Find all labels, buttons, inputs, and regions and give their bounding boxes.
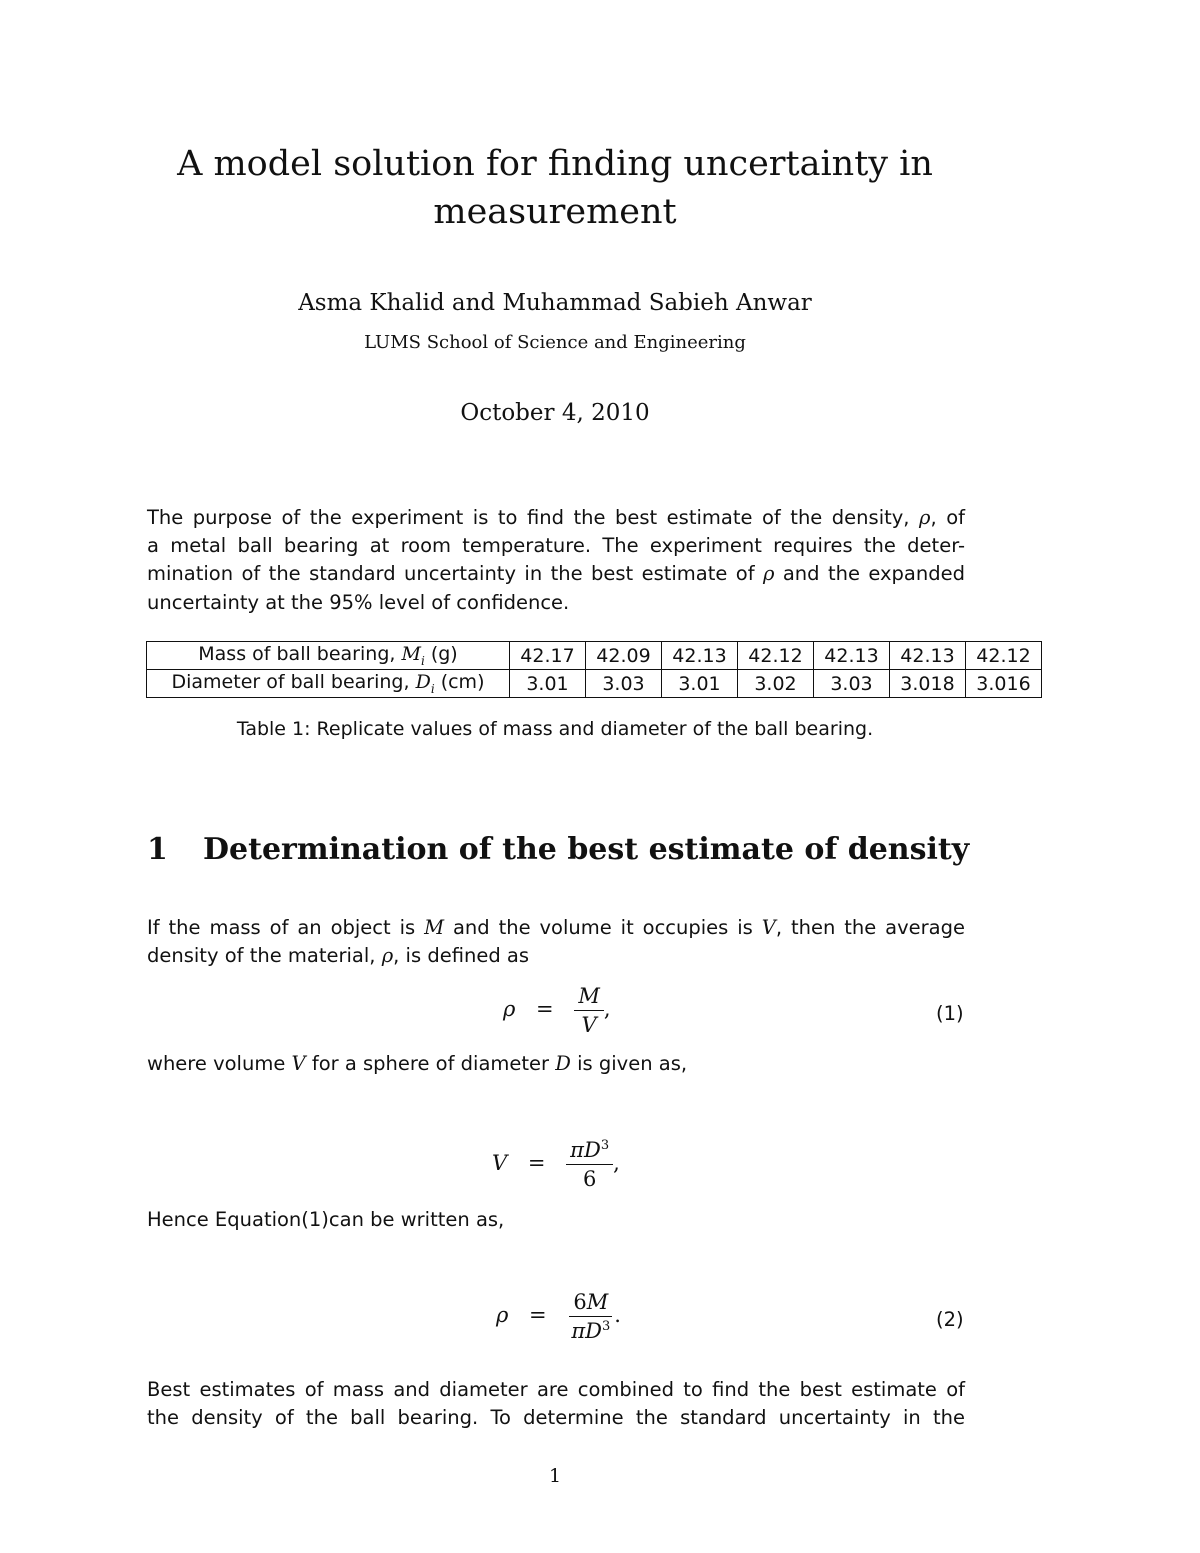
best-estimate-line-1: Best estimates of mass and diameter are combined to find the best estimate of — [147, 1378, 965, 1401]
table-cell: 42.13 — [814, 642, 890, 670]
table-cell: 42.09 — [586, 642, 662, 670]
section-heading — [147, 832, 969, 867]
table-cell: 3.01 — [662, 670, 738, 698]
table-cell: 42.17 — [510, 642, 586, 670]
fraction: $\frac{6M}{\pi D^3}$ — [571, 1290, 611, 1343]
intro-line-3: mination of the standard uncertainty in the best estimate of ρ and the expanded — [147, 562, 965, 586]
table-cell: 3.018 — [890, 670, 966, 698]
volume-line: where volume V for a sphere of diameter D is given as, — [147, 1052, 688, 1075]
equation-number-2: (2) — [936, 1308, 964, 1331]
table-cell: 3.03 — [586, 670, 662, 698]
table-row-mass — [147, 642, 1042, 670]
table-cell: 3.01 — [510, 670, 586, 698]
page-number: 1 — [548, 1465, 562, 1487]
intro-line-4: uncertainty at the 95% level of confidence. — [147, 590, 570, 614]
table-cell: 42.12 — [738, 642, 814, 670]
paper-title — [0, 140, 1110, 236]
table-caption: Table 1: Replicate values of mass and diameter of the ball bearing. — [236, 718, 874, 740]
table-cell: 3.03 — [814, 670, 890, 698]
intro-line-2: a metal ball bearing at room temperature. The experiment requires the deter- — [147, 534, 965, 558]
intro-line-1: The purpose of the experiment is to find the best estimate of the density, ρ, of — [147, 506, 965, 529]
section-number: 1 — [147, 832, 168, 867]
density-line-1: If the mass of an object is M and the volume it occupies is V, then the average — [147, 916, 966, 939]
equation-2: ρ = $\frac{6M}{\pi D^3}$ . — [496, 1290, 621, 1343]
hence-line: Hence Equation(1)can be written as, — [147, 1208, 505, 1231]
equation-1: ρ = $\frac{M}{V}$ , — [503, 984, 611, 1037]
density-line-2: density of the material, ρ, is defined as — [147, 944, 530, 968]
equation-number-1: (1) — [936, 1002, 964, 1025]
best-estimate-paragraph — [147, 1376, 965, 1432]
affiliation: LUMS School of Science and Engineering — [364, 332, 746, 353]
table-cell: 42.13 — [662, 642, 738, 670]
table-cell: 42.13 — [890, 642, 966, 670]
title-line-2: measurement — [433, 192, 677, 232]
density-paragraph — [147, 914, 965, 970]
hence-paragraph — [147, 1206, 965, 1234]
table-row-diameter — [147, 670, 1042, 698]
fraction: $\frac{\pi D^3}{6}$ — [566, 1138, 613, 1191]
table-row-header: Diameter of ball bearing, $D_i$ (cm) — [147, 670, 510, 698]
date: October 4, 2010 — [460, 400, 650, 426]
intro-paragraph — [147, 504, 965, 617]
volume-paragraph — [147, 1050, 965, 1078]
table-row-header: Mass of ball bearing, $M_i$ (g) — [147, 642, 510, 670]
fraction: $\frac{M}{V}$ — [574, 984, 604, 1037]
table-cell: 42.12 — [966, 642, 1042, 670]
data-table — [146, 641, 1042, 698]
best-estimate-line-2: the density of the ball bearing. To determine the standard uncertainty in the — [147, 1406, 965, 1430]
authors: Asma Khalid and Muhammad Sabieh Anwar — [298, 290, 812, 316]
table-cell: 3.016 — [966, 670, 1042, 698]
equation-volume: V = $\frac{\pi D^3}{6}$ , — [492, 1138, 620, 1191]
table-cell: 3.02 — [738, 670, 814, 698]
title-line-1: A model solution for finding uncertainty in — [177, 144, 933, 184]
section-title: Determination of the best estimate of density — [203, 832, 970, 867]
